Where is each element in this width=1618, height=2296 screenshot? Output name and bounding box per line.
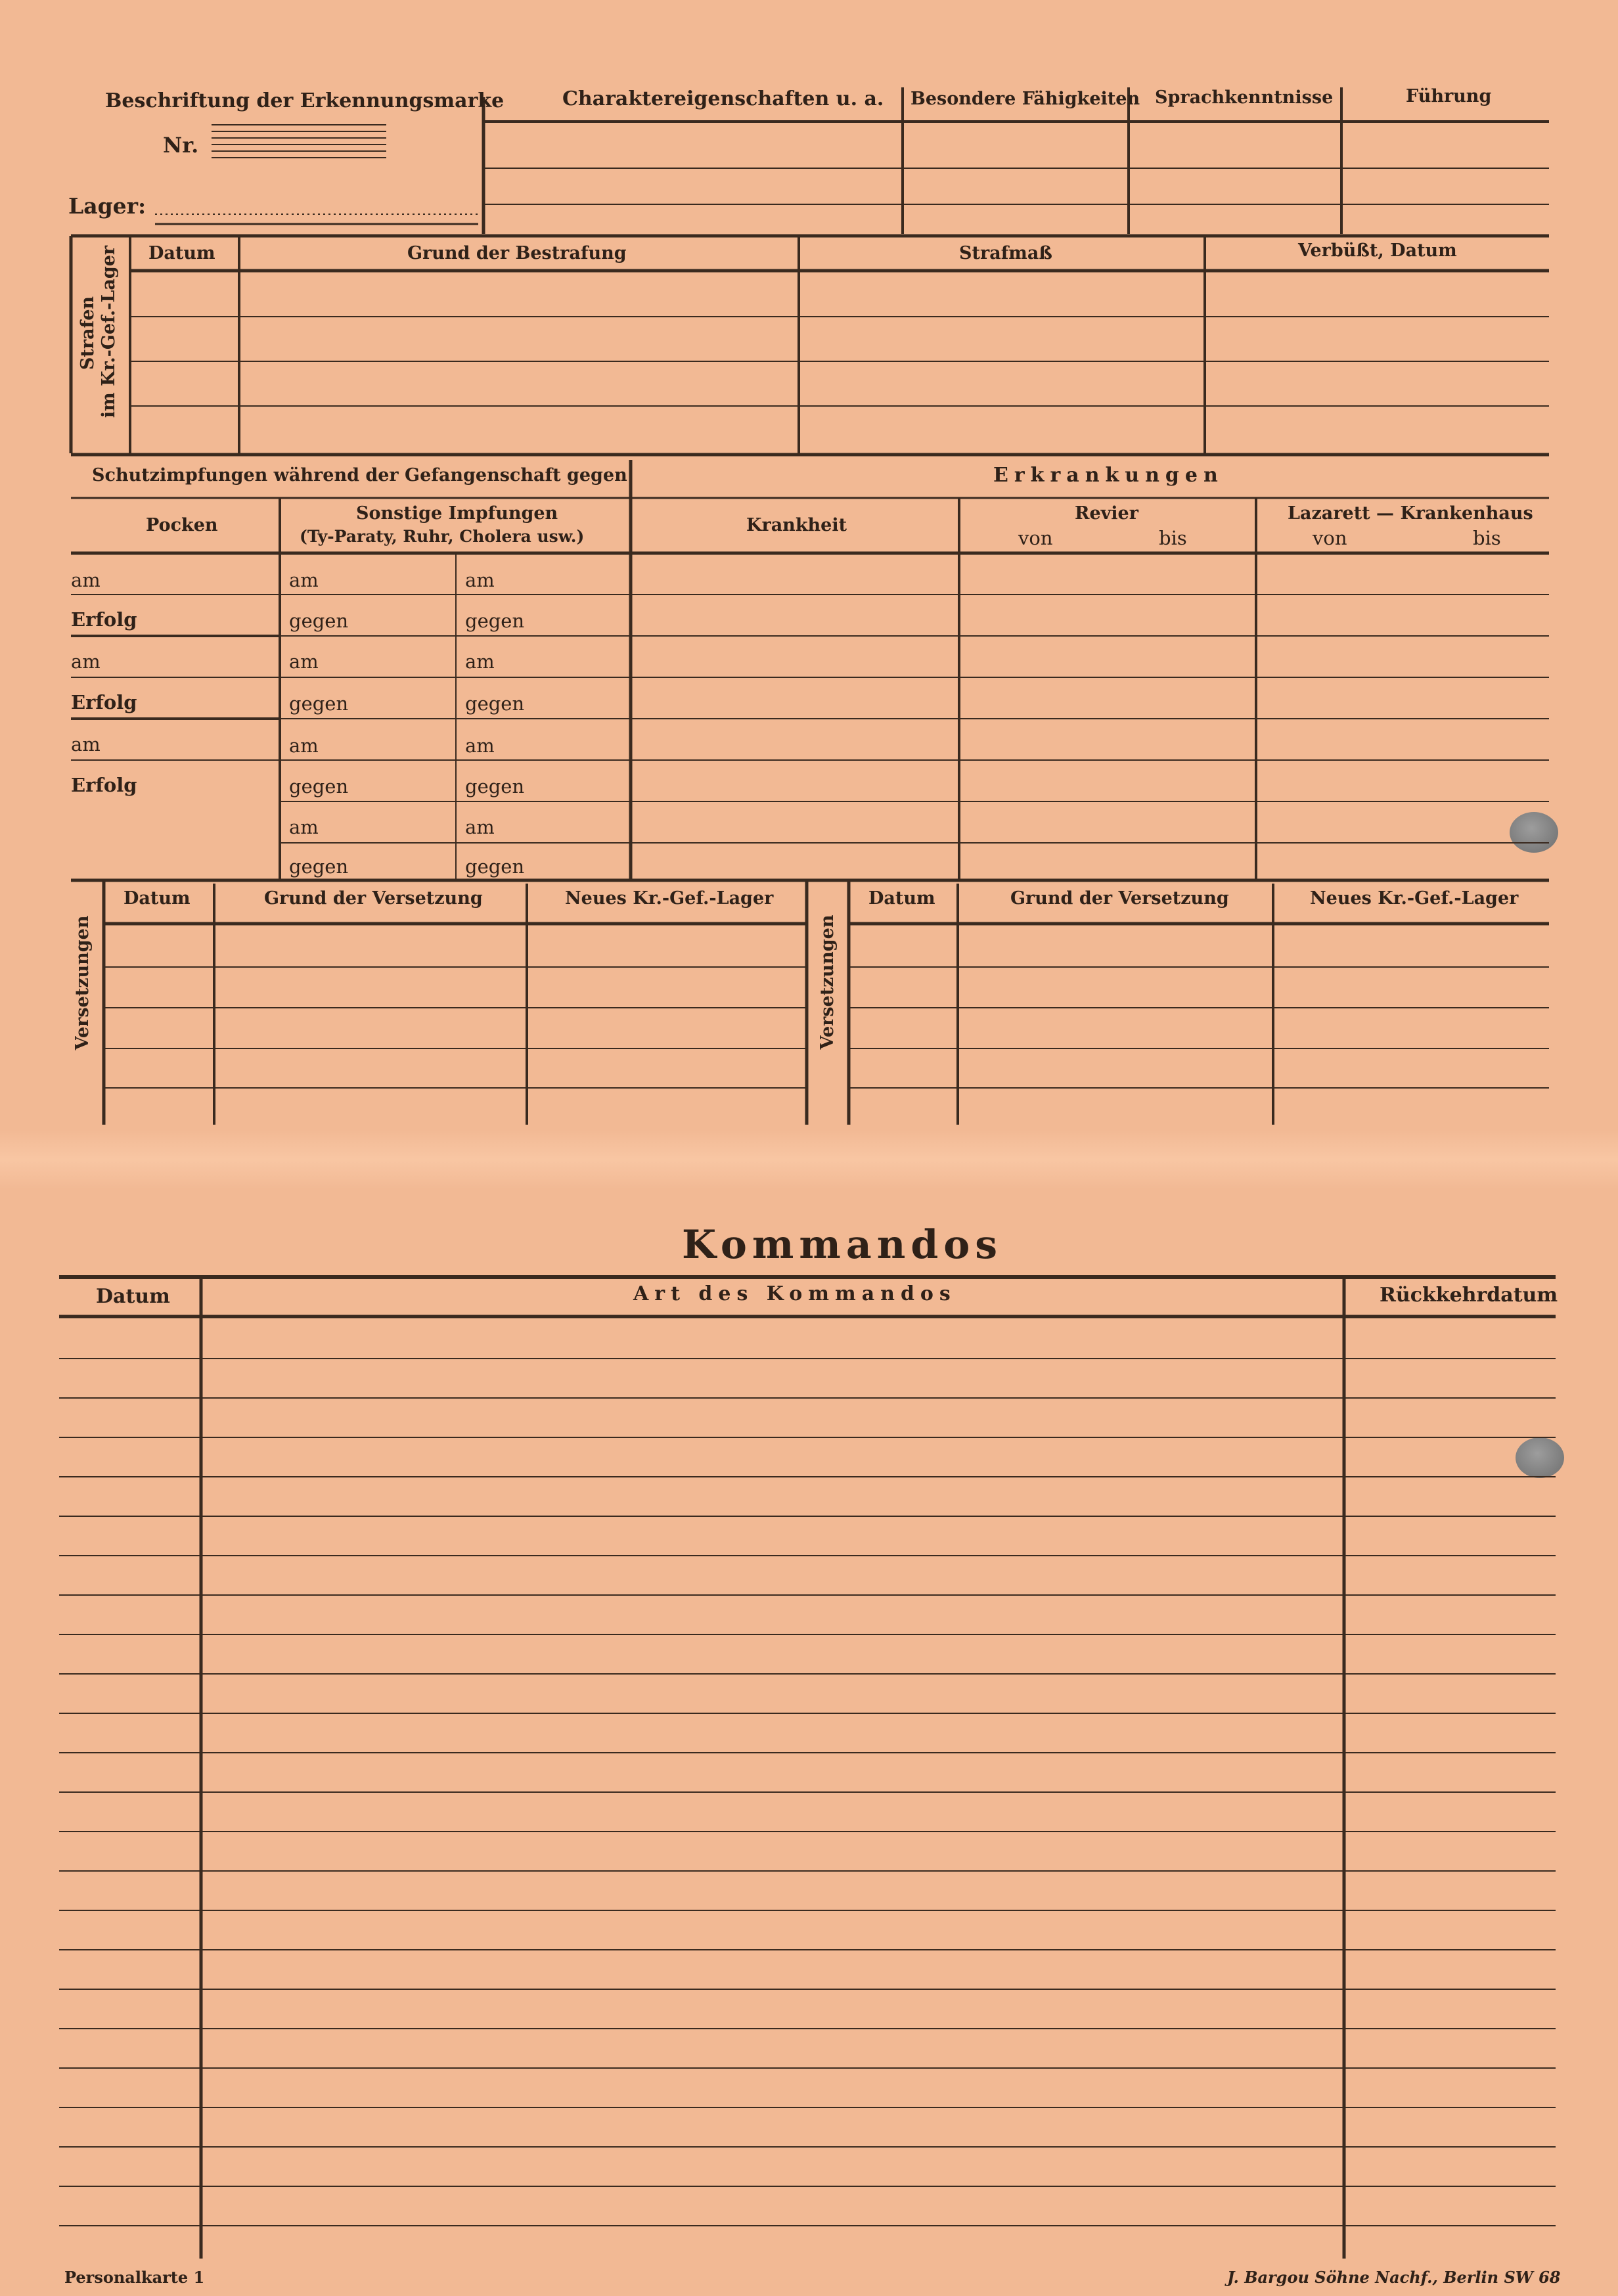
- illness-name-header: Krankheit: [746, 515, 847, 535]
- punishment-date-header: Datum: [148, 243, 215, 263]
- vacc-a-row-1: am: [289, 569, 319, 591]
- vacc-b-row-5: am: [465, 734, 495, 757]
- vacc-a-row-6: gegen: [289, 775, 349, 798]
- vacc-b-row-1: am: [465, 569, 495, 591]
- pocken-row-5: am: [71, 733, 101, 755]
- vacc-a-row-3: am: [289, 650, 319, 673]
- pocken-header: Pocken: [146, 515, 218, 535]
- punishment-reason-header: Grund der Bestrafung: [407, 243, 627, 263]
- vacc-b-row-3: am: [465, 650, 495, 673]
- hospital-from-label: von: [1313, 527, 1347, 549]
- skills-header: Besondere Fähigkeiten: [910, 89, 1140, 109]
- hospital-header: Lazarett — Krankenhaus: [1288, 503, 1533, 524]
- punishments-side-label-1: Strafen: [78, 296, 98, 371]
- nr-label: Nr.: [163, 133, 199, 158]
- vacc-a-row-5: am: [289, 734, 319, 757]
- transfer-left-camp-header: Neues Kr.-Gef.-Lager: [565, 888, 774, 909]
- vacc-a-row-8: gegen: [289, 855, 349, 878]
- transfer-left-date-header: Datum: [124, 888, 191, 909]
- lager-label: Lager:: [68, 193, 146, 219]
- kommando-date-header: Datum: [96, 1285, 170, 1308]
- kommandos-title: Kommandos: [682, 1222, 1003, 1268]
- vacc-b-row-4: gegen: [465, 692, 525, 715]
- vacc-a-row-7: am: [289, 816, 319, 838]
- vacc-b-row-8: gegen: [465, 855, 525, 878]
- transfer-right-camp-header: Neues Kr.-Gef.-Lager: [1310, 888, 1519, 909]
- footer-form-id: Personalkarte 1: [64, 2268, 205, 2287]
- transfers-side-label-left: Versetzungen: [72, 915, 93, 1050]
- transfers-side-label-right: Versetzungen: [817, 914, 838, 1050]
- infirmary-from-label: von: [1018, 527, 1053, 549]
- other-vaccinations-subheader: (Ty-Paraty, Ruhr, Cholera usw.): [300, 527, 585, 546]
- kommando-type-header: Art des Kommandos: [633, 1282, 956, 1305]
- vacc-b-row-2: gegen: [465, 610, 525, 632]
- illnesses-header: Erkrankungen: [993, 464, 1224, 487]
- vacc-b-row-7: am: [465, 816, 495, 838]
- vacc-b-row-6: gegen: [465, 775, 525, 798]
- pocken-row-6: Erfolg: [71, 774, 137, 796]
- infirmary-header: Revier: [1075, 503, 1138, 524]
- languages-header: Sprachkenntnisse: [1155, 87, 1334, 108]
- punishment-measure-header: Strafmaß: [959, 243, 1052, 263]
- pocken-row-3: am: [71, 650, 101, 673]
- hospital-to-label: bis: [1473, 527, 1501, 549]
- id-tag-header: Beschriftung der Erkennungsmarke: [105, 89, 505, 112]
- infirmary-to-label: bis: [1159, 527, 1187, 549]
- other-vaccinations-header: Sonstige Impfungen: [356, 503, 558, 524]
- vaccinations-header: Schutzimpfungen während der Gefangenschaft gegen: [92, 465, 627, 485]
- transfer-right-reason-header: Grund der Versetzung: [1010, 888, 1229, 909]
- pocken-row-2: Erfolg: [71, 608, 137, 631]
- pocken-row-4: Erfolg: [71, 691, 137, 713]
- footer-printer: J. Bargou Söhne Nachf., Berlin SW 68: [1227, 2268, 1561, 2287]
- vacc-a-row-4: gegen: [289, 692, 349, 715]
- transfer-right-date-header: Datum: [868, 888, 935, 909]
- vacc-a-row-2: gegen: [289, 610, 349, 632]
- punishment-served-header: Verbüßt, Datum: [1298, 240, 1457, 261]
- kommando-return-header: Rückkehrdatum: [1380, 1284, 1558, 1307]
- traits-header: Charaktereigenschaften u. a.: [562, 87, 884, 110]
- conduct-header: Führung: [1406, 86, 1492, 106]
- pocken-row-1: am: [71, 569, 101, 591]
- transfer-left-reason-header: Grund der Versetzung: [264, 888, 483, 909]
- punishments-side-label-2: im Kr.-Gef.-Lager: [99, 245, 119, 418]
